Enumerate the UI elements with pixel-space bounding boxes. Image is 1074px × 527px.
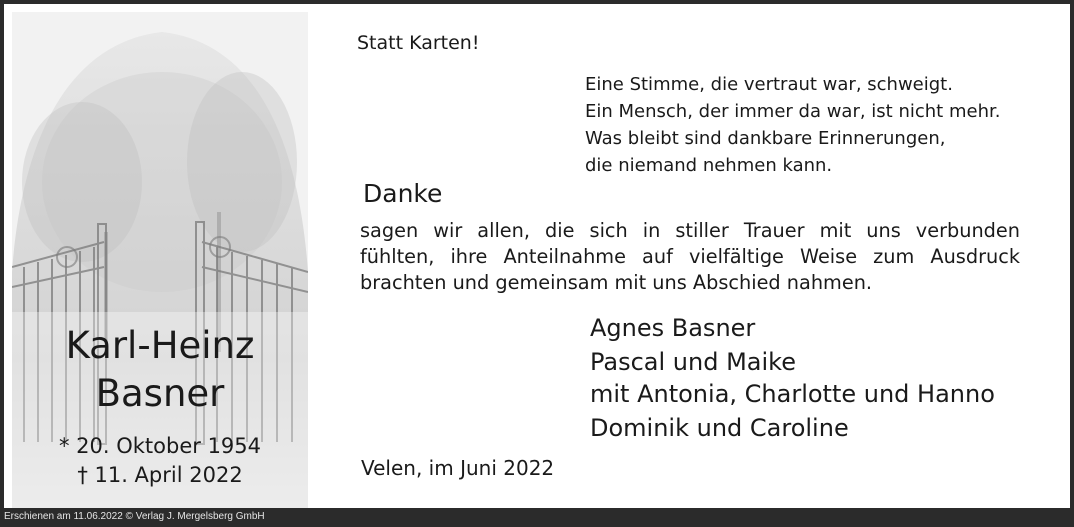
deceased-last-name: Basner [95, 372, 225, 415]
death-date: † 11. April 2022 [77, 463, 243, 487]
poem-line: Ein Mensch, der immer da war, ist nicht mehr. [585, 101, 1001, 122]
signers [590, 312, 995, 444]
signer: Agnes Basner [590, 314, 756, 342]
poem [585, 71, 1000, 179]
obituary-card [4, 4, 1070, 508]
thanks-line: fühlten, ihre Anteilnahme auf vielfältige Weise zum Ausdruck [360, 245, 1020, 268]
thanks-line: sagen wir allen, die sich in stiller Trauer mit uns verbunden [360, 219, 1020, 242]
signer: Pascal und Maike [590, 348, 796, 376]
deceased-first-name: Karl-Heinz [65, 324, 255, 367]
poem-line: Was bleibt sind dankbare Erinnerungen, [585, 128, 946, 149]
header-text: Statt Karten! [357, 32, 480, 54]
birth-date: * 20. Oktober 1954 [58, 434, 262, 458]
thanks-line: brachten und gemeinsam mit uns Abschied nahmen. [360, 271, 873, 294]
signer: mit Antonia, Charlotte und Hanno [590, 380, 995, 408]
thanks-text [360, 218, 1020, 296]
thanks-heading: Danke [363, 179, 443, 208]
poem-line: die niemand nehmen kann. [585, 155, 833, 176]
memorial-photo [12, 12, 308, 508]
place-date: Velen, im Juni 2022 [361, 456, 555, 480]
signer: Dominik und Caroline [590, 414, 849, 442]
poem-line: Eine Stimme, die vertraut war, schweigt. [585, 74, 953, 95]
publication-footer: Erschienen am 11.06.2022 © Verlag J. Mergelsberg GmbH [4, 511, 265, 522]
